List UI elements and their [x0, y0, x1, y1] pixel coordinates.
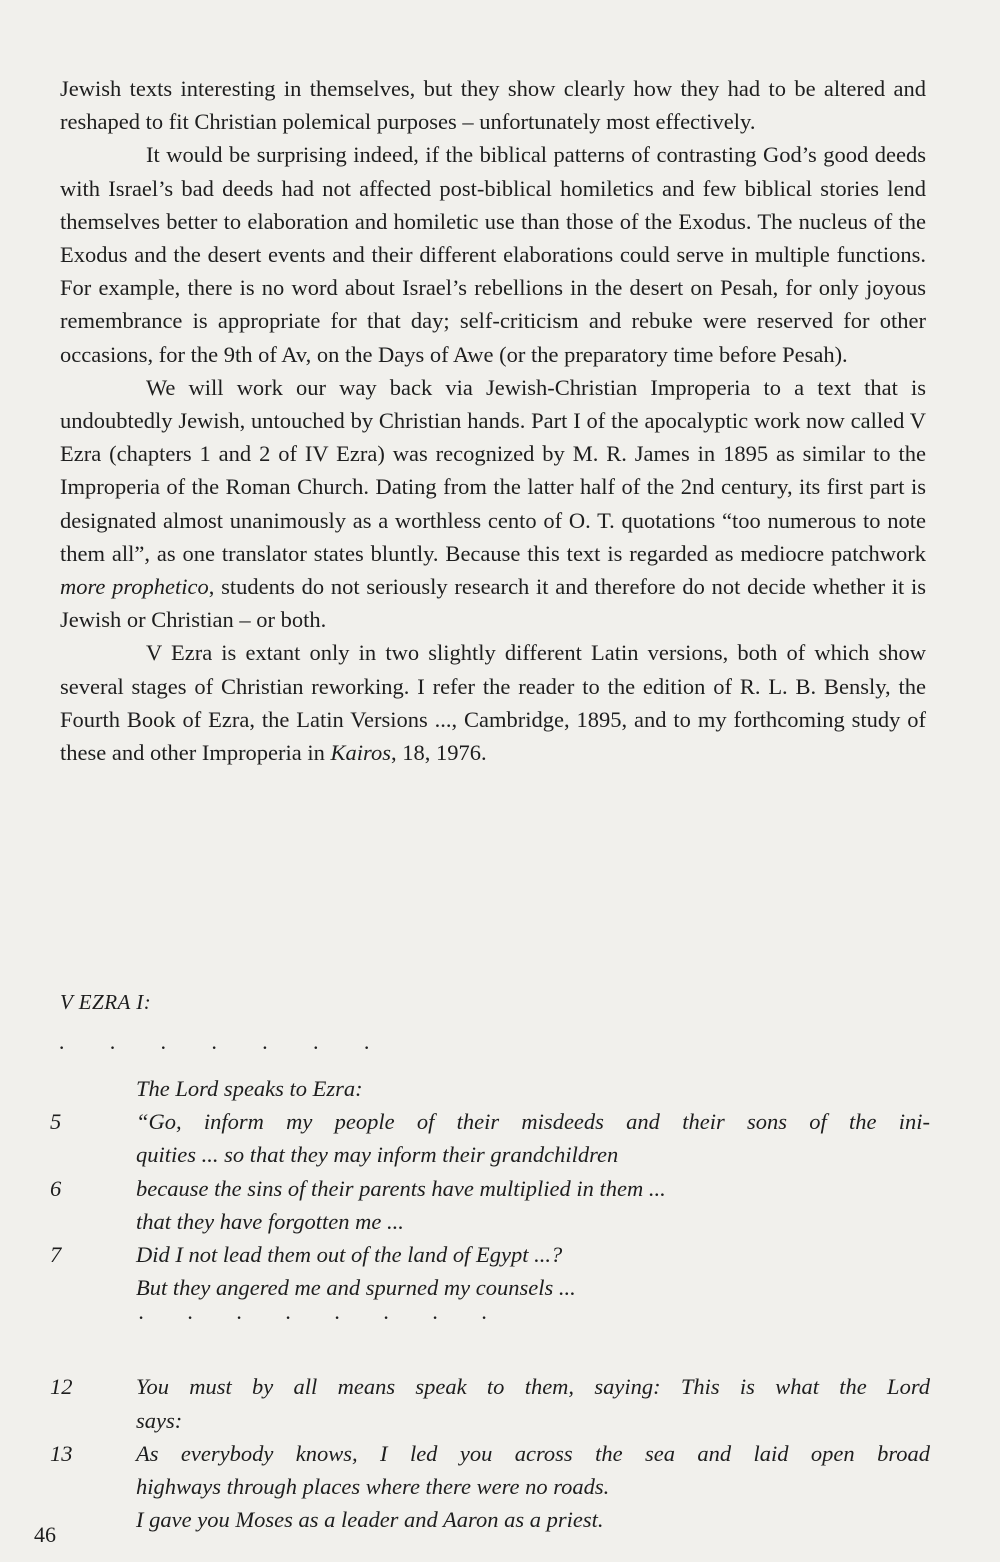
verse-text: “Go, inform my people of their misdeeds and their sons of the ini- — [136, 1109, 930, 1135]
paragraph-3-start: We will work our way back via Jewish-Christian Improperia to a text that is undoubtedly Jewish, untouched by Christian hands. Part I of the apocalyptic work now called V Ezra (chapters 1 and 2 of IV Ezra) was recognized by M. R. James in 1895 as similar to the Improperia of the Roman Church. Dating from the latter half of the 2nd century, its first part is designated almost unanimously as a worthless cento of O. T. quotations “too numerous to note them all”, as one translator states bluntly. Because this text is regarded as mediocre patchwork — [60, 374, 926, 566]
verse-line — [50, 1470, 930, 1503]
paragraph-2: It would be surprising indeed, if the biblical patterns of contrasting God’s good deeds with Israel’s bad deeds had not affected post-biblical homiletics and few biblical stories lend themselves better to elaboration and homiletic use than those of the Exodus. The nucleus of the Exodus and the desert events and their different elaborations could serve in multiple functions. For example, there is no word about Israel’s rebellions in the desert on Pesah, for only joyous remembrance is appropriate for that day; self-criticism and rebuke were reserved for other occasions, for the 9th of Av, on the Days of Awe (or the preparatory time before Pesah). — [60, 142, 926, 367]
verse-text: that they have forgotten me ... — [136, 1208, 404, 1234]
ellipsis-mid: · · · · · · · · — [138, 1305, 506, 1331]
verse-block — [50, 1072, 930, 1536]
paragraph-1: Jewish texts interesting in themselves, but they show clearly how they had to be altered and reshaped to fit Christian polemical purposes – unfortunately most effectively. — [60, 76, 926, 135]
verse-line — [50, 1172, 930, 1205]
verse-number — [50, 1072, 136, 1105]
verse-text: quities ... so that they may inform their grandchildren — [136, 1142, 619, 1168]
verse-text: Did I not lead them out of the land of Egypt ...? — [136, 1242, 563, 1268]
verse-number: 13 — [50, 1440, 73, 1466]
verse-line — [50, 1503, 930, 1536]
paragraph-4 — [60, 636, 926, 769]
page-number: 46 — [34, 1522, 56, 1547]
verse-line — [50, 1437, 930, 1470]
verse-line — [50, 1370, 930, 1403]
verse-text: highways through places where there were no roads. — [136, 1474, 610, 1500]
body-text — [60, 72, 926, 769]
latin-phrase: more prophetico — [60, 574, 209, 600]
verse-text: You must by all means speak to them, saying: This is what the Lord — [136, 1374, 930, 1400]
verse-number — [50, 1138, 136, 1171]
paragraph-4-start: V Ezra is extant only in two slightly different Latin versions, both of which show several stages of Christian reworking. I refer the reader to the edition of R. L. B. Bensly, the Fourth Book of Ezra, the Latin Versions ..., Cambridge, 1895, and to my forthcoming study of these and other Improperia in — [60, 640, 926, 766]
verse-text: because the sins of their parents have multiplied in them ... — [136, 1175, 666, 1201]
paragraph-3-end: , students do not seriously research it and therefore do not decide whether it is Jewish or Christian – or both. — [60, 574, 926, 633]
verse-line — [50, 1205, 930, 1238]
journal-title: Kairos — [330, 740, 391, 766]
verse-number: 12 — [50, 1374, 73, 1400]
verse-number — [50, 1470, 136, 1503]
verse-line — [50, 1404, 930, 1437]
paragraph-4-end: , 18, 1976. — [390, 740, 487, 766]
verse-number — [50, 1404, 136, 1437]
ellipsis-top: · · · · · · · — [58, 1035, 390, 1060]
verse-number — [50, 1205, 136, 1238]
verse-number: 7 — [50, 1242, 62, 1268]
verse-line — [50, 1271, 930, 1304]
section-heading: V EZRA I: — [60, 990, 152, 1014]
verse-number — [50, 1271, 136, 1304]
verse-line — [50, 1238, 930, 1271]
verse-line — [50, 1072, 930, 1105]
verse-line — [50, 1138, 930, 1171]
verse-number: 5 — [50, 1109, 62, 1135]
paragraph-3 — [60, 371, 926, 637]
verse-text: I gave you Moses as a leader and Aaron as a priest. — [136, 1507, 604, 1533]
verse-text: The Lord speaks to Ezra: — [136, 1076, 363, 1101]
verse-number — [50, 1503, 136, 1536]
verse-text: But they angered me and spurned my counsels ... — [136, 1275, 576, 1301]
ellipsis-row — [50, 1304, 930, 1337]
blank-line — [50, 1337, 930, 1370]
verse-number: 6 — [50, 1175, 62, 1201]
verse-line — [50, 1105, 930, 1138]
verse-text: As everybody knows, I led you across the sea and laid open broad — [136, 1440, 930, 1466]
verse-text: says: — [136, 1407, 183, 1433]
